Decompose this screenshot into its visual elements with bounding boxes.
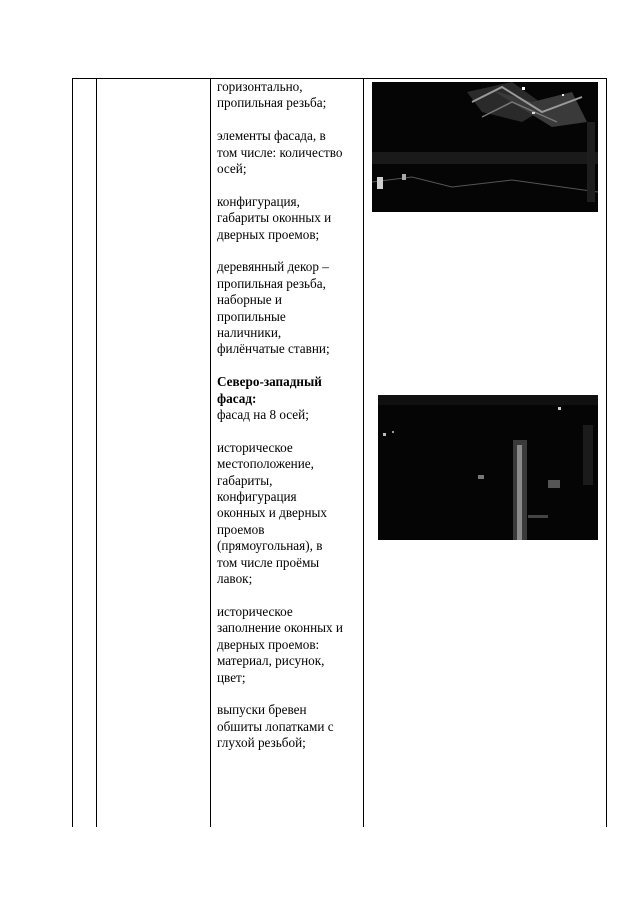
paragraph-2: элементы фасада, в том числе: количество осей; bbox=[217, 128, 343, 177]
facade-photo-1-image bbox=[372, 82, 598, 212]
facade-heading: Северо-западный фасад: bbox=[217, 374, 322, 406]
paragraph-4: деревянный декор – пропильная резьба, наборные и пропильные наличники, филёнчатые ставни; bbox=[217, 259, 330, 357]
paragraph-6: историческое заполнение оконных и дверных проемов: материал, рисунок, цвет; bbox=[217, 603, 343, 685]
table-column-divider-5 bbox=[606, 78, 607, 827]
paragraph-3: конфигурация, габариты оконных и дверных проемов; bbox=[217, 193, 332, 242]
paragraph-7: выпуски бревен обшиты лопатками с глухой резьбой; bbox=[217, 702, 334, 751]
facade-photo-2 bbox=[378, 395, 598, 540]
table-column-divider-3 bbox=[210, 78, 211, 827]
description-cell bbox=[217, 79, 361, 768]
paragraph-5: историческое местоположение, габариты, конфигурация оконных и дверных проемов (прямоугольная), в том числе проёмы лавок; bbox=[217, 439, 327, 587]
table-column-divider-4 bbox=[363, 78, 364, 827]
table-column-divider-1 bbox=[72, 78, 73, 827]
facade-photo-2-image bbox=[378, 395, 598, 540]
facade-axes-note: фасад на 8 осей; bbox=[217, 407, 309, 423]
table-column-divider-2 bbox=[96, 78, 97, 827]
facade-photo-1 bbox=[372, 82, 598, 212]
paragraph-1: горизонтально, пропильная резьба; bbox=[217, 79, 327, 111]
